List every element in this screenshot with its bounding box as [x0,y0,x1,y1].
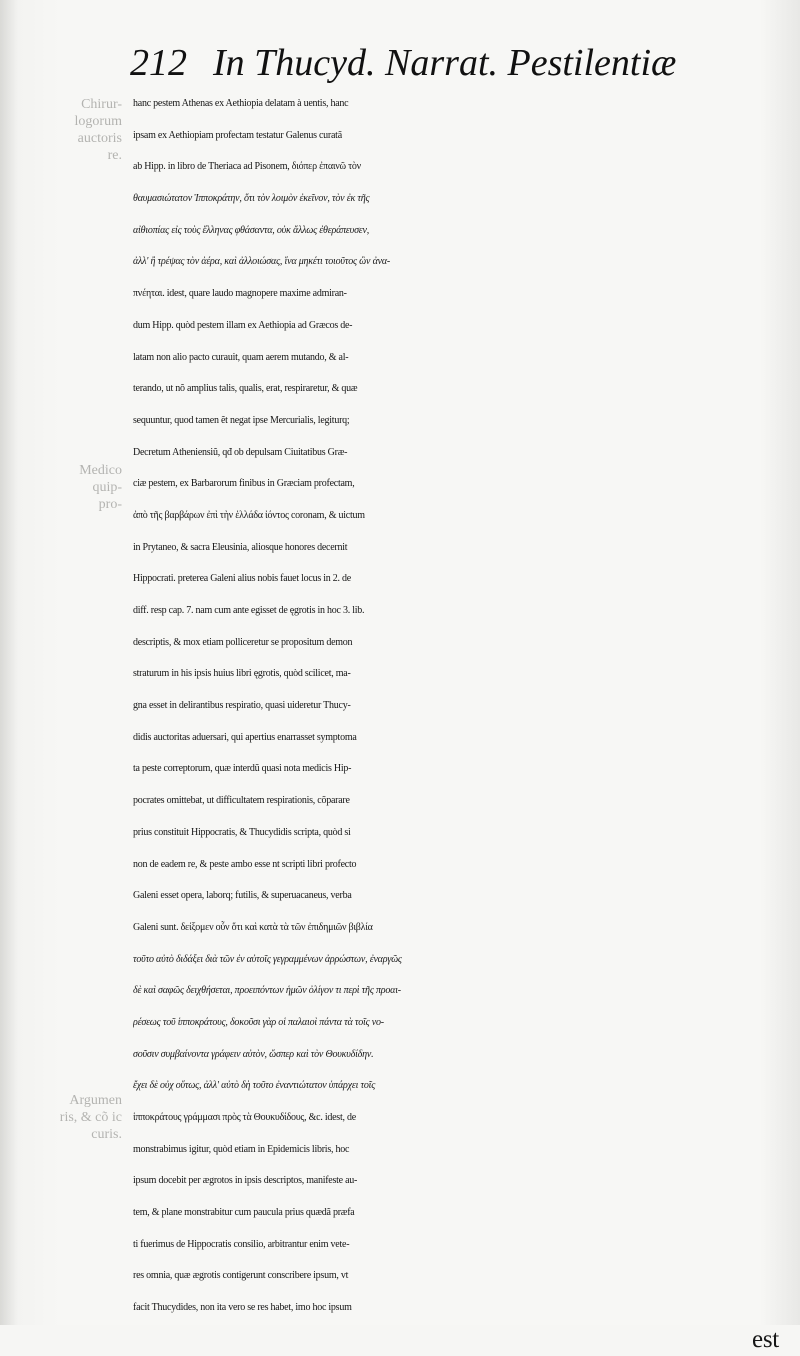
greek-line: ἔχει δὲ οὐχ οὕτως, ἀλλ' αὐτὸ δὴ τοῦτο ἐναντιώτατον ὑπάρχει τοῖς [133,1080,376,1092]
greek-line: αἰθιοπίας εἰς τοὺς ἕλληνας φθάσαντα, οὐκ ἄλλως ἐθεράπευσεν, [133,224,370,236]
catchword: est [751,1325,779,1353]
margin-note-line: re. [107,148,122,163]
greek-line: ρέσεως τοῦ ἱπποκράτους, δοκοῦσι γὰρ οἱ παλαιοὶ πάντα τὰ τοῖς νο- [133,1016,384,1028]
text-line: non de eadem re, & peste ambo esse nt scripti libri profecto [133,858,357,870]
margin-note-line: ris, & cõ ic [59,1110,122,1125]
margin-note-line: logorum [74,114,122,129]
greek-line: τοῦτο αὐτὸ διδάξει διὰ τῶν ἐν αὐτοῖς γεγραμμένων ἀρρώστων, ἐναργῶς [133,953,402,965]
text-line: gna esset in delirantibus respiratio, quasi uideretur Thucy- [133,700,351,712]
text-line: sequuntur, quod tamen ẽt negat ipse Mercurialis, legiturq; [133,414,350,426]
text-line: dum Hipp. quòd pestem illam ex Aethiopia ad Græcos de- [133,319,353,331]
text-line: ab Hipp. in libro de Theriaca ad Pisonem, διόπερ ἐπαινῶ τὸν [133,161,361,173]
text-line: ta peste correptorum, quæ interdũ quasi nota medicis Hip- [133,763,352,775]
text-line: pocrates omittebat, ut difficultatem respirationis, cõparare [133,795,350,807]
text-line: hanc pestem Athenas ex Aethiopia delatam à uentis, hanc [133,98,349,109]
margin-note-line: auctoris [77,131,122,146]
running-head [130,38,780,88]
text-line: prius constituit Hippocratis, & Thucydidis scripta, quòd si [133,826,351,838]
text-line: πνέηται. idest, quare laudo magnopere maxime admiran- [133,288,347,300]
text-line: didis auctoritas aduersari, qui apertius enarrasset symptoma [133,731,357,743]
text-line: ipsam ex Aethiopiam profectam testatur Galenus curatã [133,129,342,141]
text-line: in Prytaneo, & sacra Eleusinia, aliosque honores decernit [133,541,348,553]
margin-note-1 [0,96,122,164]
greek-line: σοῦσιν συμβαίνοντα γράφειν αὐτὸν, ὥσπερ καὶ τὸν Θουκυδίδην. [133,1048,374,1060]
text-line: ciæ pestem, ex Barbarorum finibus in Græciam profectam, [133,478,355,490]
margin-note-line: Chirur- [81,97,122,112]
greek-line: ἀλλ' ἢ τρέψας τὸν ἀέρα, καὶ ἀλλοιώσας, ἵνα μηκέτι τοιοῦτος ὢν ἀνα- [133,256,391,268]
text-line: res omnia, quæ ægrotis contigerunt conscribere ipsum, vt [133,1270,349,1282]
page-number: 212 [130,42,187,84]
text-line: monstrabimus igitur, quòd etiam in Epidemicis libris, hoc [133,1143,350,1155]
greek-line: θαυμασιώτατον Ἱπποκράτην, ὅτι τὸν λοιμὸν ἐκεῖνον, τὸν ἐκ τῆς [133,193,370,205]
margin-note-line: quip- [92,480,122,495]
text-line: Hippocrati. preterea Galeni alius nobis fauet locus in 2. de [133,573,351,585]
text-line: descriptis, & mox etiam polliceretur se propositum demon [133,636,353,648]
text-line: latam non alio pacto curauit, quam aerem mutando, & al- [133,351,349,363]
text-line: ti fuerimus de Hippocratis consilio, arbitrantur enim vete- [133,1238,350,1250]
margin-note-line: Medico [79,463,122,478]
text-line: tem, & plane monstrabitur cum paucula prius quædã præfa [133,1207,355,1219]
text-line: terando, ut nõ amplius talis, qualis, erat, respiraretur, & quæ [133,383,358,395]
greek-line: δὲ καὶ σαφῶς δειχθήσεται, προειπόντων ἡμῶν ὀλίγον τι περὶ τῆς προαι- [133,985,401,997]
running-title: In Thucyd. Narrat. Pestilentiæ [213,42,677,84]
text-line: Galeni esset opera, laborq; futilis, & superuacaneus, verba [133,890,352,902]
text-line: straturum in his ipsis huius libri ęgrotis, quòd scilicet, ma- [133,668,351,680]
margin-note-2 [0,462,122,513]
margin-note-line: pro- [98,497,122,512]
text-line: Decretum Atheniensiũ, qđ ob depulsam Ciuitatibus Græ- [133,446,348,458]
text-line: facit Thucydides, non ita vero se res habet, imo hoc ipsum [133,1302,352,1314]
margin-note-3 [0,1092,122,1143]
margin-note-line: curis. [91,1127,122,1142]
text-line: Galeni sunt. δείξομεν οὖν ὅτι καὶ κατὰ τὰ τῶν ἐπιδημιῶν βιβλία [133,921,373,933]
text-line: diff. resp cap. 7. nam cum ante egisset de ęgrotis in hoc 3. lib. [133,605,365,616]
text-line: ἀπὸ τῆς βαρβάρων ἐπὶ τὴν ἑλλάδα ἰόντος coronam, & uictum [133,509,365,521]
text-line: ἱπποκράτους γράμμασι πρὸς τὰ Θουκυδίδους, &c. idest, de [133,1112,356,1123]
text-line: ipsum docebit per ægrotos in ipsis descriptos, manifeste au- [133,1175,358,1187]
margin-note-line: Argumen [69,1093,122,1108]
main-text [133,88,793,1356]
